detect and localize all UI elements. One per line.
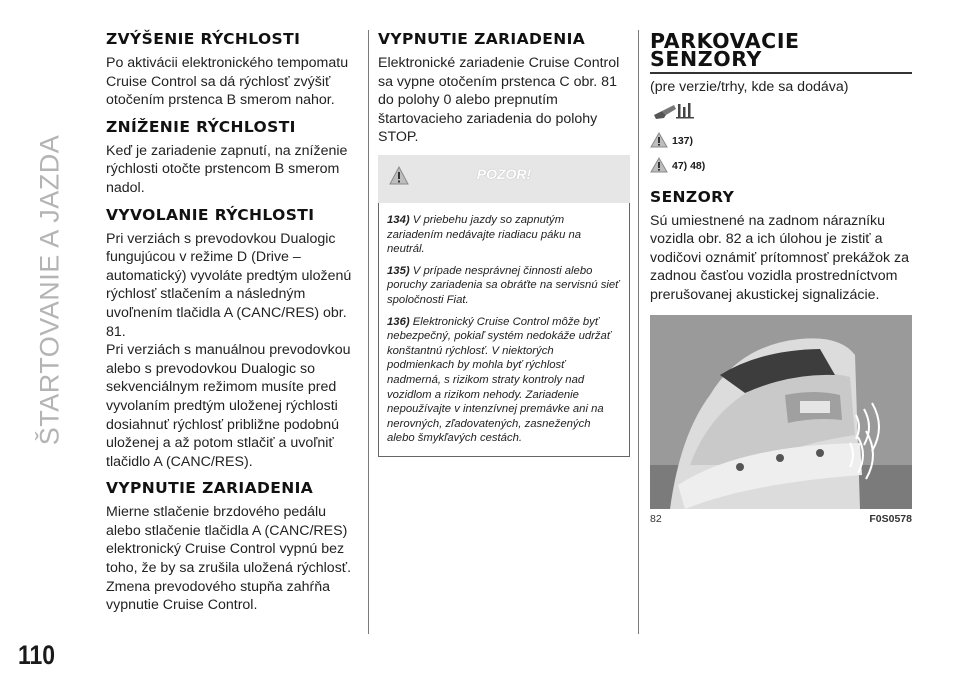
figure-code: F0S0578	[869, 512, 912, 525]
column-parking-sensors	[650, 30, 912, 525]
text-speed-increase: Po aktivácii elektronického tempomatu Cruise Control sa dá rýchlosť zvýšiť otočením prstenca B smerom nahor.	[106, 55, 349, 109]
figure-rear-bumper-sensors	[650, 315, 912, 509]
reference-numbers: 47) 48)	[672, 160, 706, 173]
reference-line	[650, 157, 912, 176]
warning-header	[378, 155, 630, 203]
text-device-off-brake: Mierne stlačenie brzdového pedálu alebo stlačenie tlačidla A (CANC/RES) elektronický Cruise Control vypnú bez toho, že by sa zrušila uložená rýchlosť.	[106, 504, 352, 577]
heading-sensors: SENZORY	[650, 187, 735, 206]
warning-box	[378, 203, 630, 457]
chapter-side-title: ŠTARTOVANIE A JAZDA	[34, 134, 65, 446]
warning-note	[387, 264, 621, 308]
reference-numbers: 137)	[672, 135, 694, 148]
note-number: 134)	[387, 213, 410, 226]
section-title-line-2: SENZORY	[650, 47, 762, 71]
column-divider-2	[638, 30, 639, 634]
text-speed-recall-manual: Pri verziách s manuálnou prevodovkou alebo s prevodovkou Dualogic so sekvenciálnym režimom musíte pred vyvolaním predtým uloženej rýchlosti dosiahnuť rýchlosť približne podobnú uloženej a až potom stlačiť a uvoľniť tlačidlo A (CANC/RES).	[106, 342, 351, 470]
warning-title: POZOR!	[476, 165, 532, 182]
heading-speed-increase: ZVÝŠENIE RÝCHLOSTI	[106, 30, 301, 48]
text-speed-recall-dualogic: Pri verziách s prevodovkou Dualogic fungujúcou v režime D (Drive – automatický) vyvoláte predtým uloženú rýchlosť stlačením a následným uvoľnením tlačidla A (CANC/RES) obr. 81.	[106, 230, 352, 340]
warning-note	[387, 315, 621, 446]
section-title-line-1: PARKOVACIE	[650, 29, 800, 53]
text-sensors: Sú umiestnené na zadnom nárazníku vozidla obr. 82 a ich úlohou je zistiť a vodičovi oznámiť prítomnosť prekážok za zadnou časťou vozidla prostredníctvom prerušovanej akustickej signalizácie.	[650, 212, 910, 303]
column-device-off-warning	[378, 30, 630, 457]
note-text: Elektronický Cruise Control môže byť nebezpečný, pokiaľ systém nedokáže udržať konštantnú rýchlosť. V niektorých podmienkach by mohla byť rýchlosť nadmerná, s rizikom straty kontroly nad vozidlom a rizikom nehody. Zariadenie nepoužívajte v intenzívnej premávke ani na nerovných, zľadovatených, zasnežených alebo šmykľavých cestách.	[387, 315, 611, 445]
heading-device-off-2: VYPNUTIE ZARIADENIA	[378, 30, 586, 48]
note-number: 135)	[387, 264, 410, 277]
text-device-off-ring: Elektronické zariadenie Cruise Control sa vypne otočením prstenca C obr. 81 do polohy 0 alebo prepnutím štartovacieho zariadenia do polohy STOP.	[378, 55, 620, 146]
heading-speed-recall: VYVOLANIE RÝCHLOSTI	[106, 205, 315, 224]
note-number: 136)	[387, 315, 410, 328]
text-device-off-gear: Zmena prevodového stupňa zahŕňa vypnutie Cruise Control.	[106, 578, 330, 614]
warning-triangle-icon	[650, 132, 668, 151]
page-number: 110	[18, 640, 56, 670]
warning-note	[387, 213, 621, 257]
equipment-icon	[652, 101, 912, 126]
availability-note: (pre verzie/trhy, kde sa dodáva)	[650, 79, 849, 95]
heading-device-off: VYPNUTIE ZARIADENIA	[106, 479, 314, 498]
figure-caption	[650, 513, 912, 525]
figure-number: 82	[650, 512, 662, 525]
heading-speed-decrease: ZNÍŽENIE RÝCHLOSTI	[106, 117, 296, 136]
text-speed-decrease: Keď je zariadenie zapnutí, na zníženie rýchlosti otočte prstencom B smerom nadol.	[106, 142, 348, 196]
column-divider-1	[368, 30, 369, 634]
reference-line	[650, 132, 912, 151]
column-cruise-control	[106, 30, 356, 623]
note-text: V prípade nesprávnej činnosti alebo poruchy zariadenia sa obráťte na servisnú sieť spoločnosti Fiat.	[387, 264, 620, 306]
caution-triangle-icon	[650, 157, 668, 176]
note-text: V priebehu jazdy so zapnutým zariadením nedávajte riadiacu páku na neutrál.	[387, 213, 582, 256]
section-title	[650, 29, 912, 74]
